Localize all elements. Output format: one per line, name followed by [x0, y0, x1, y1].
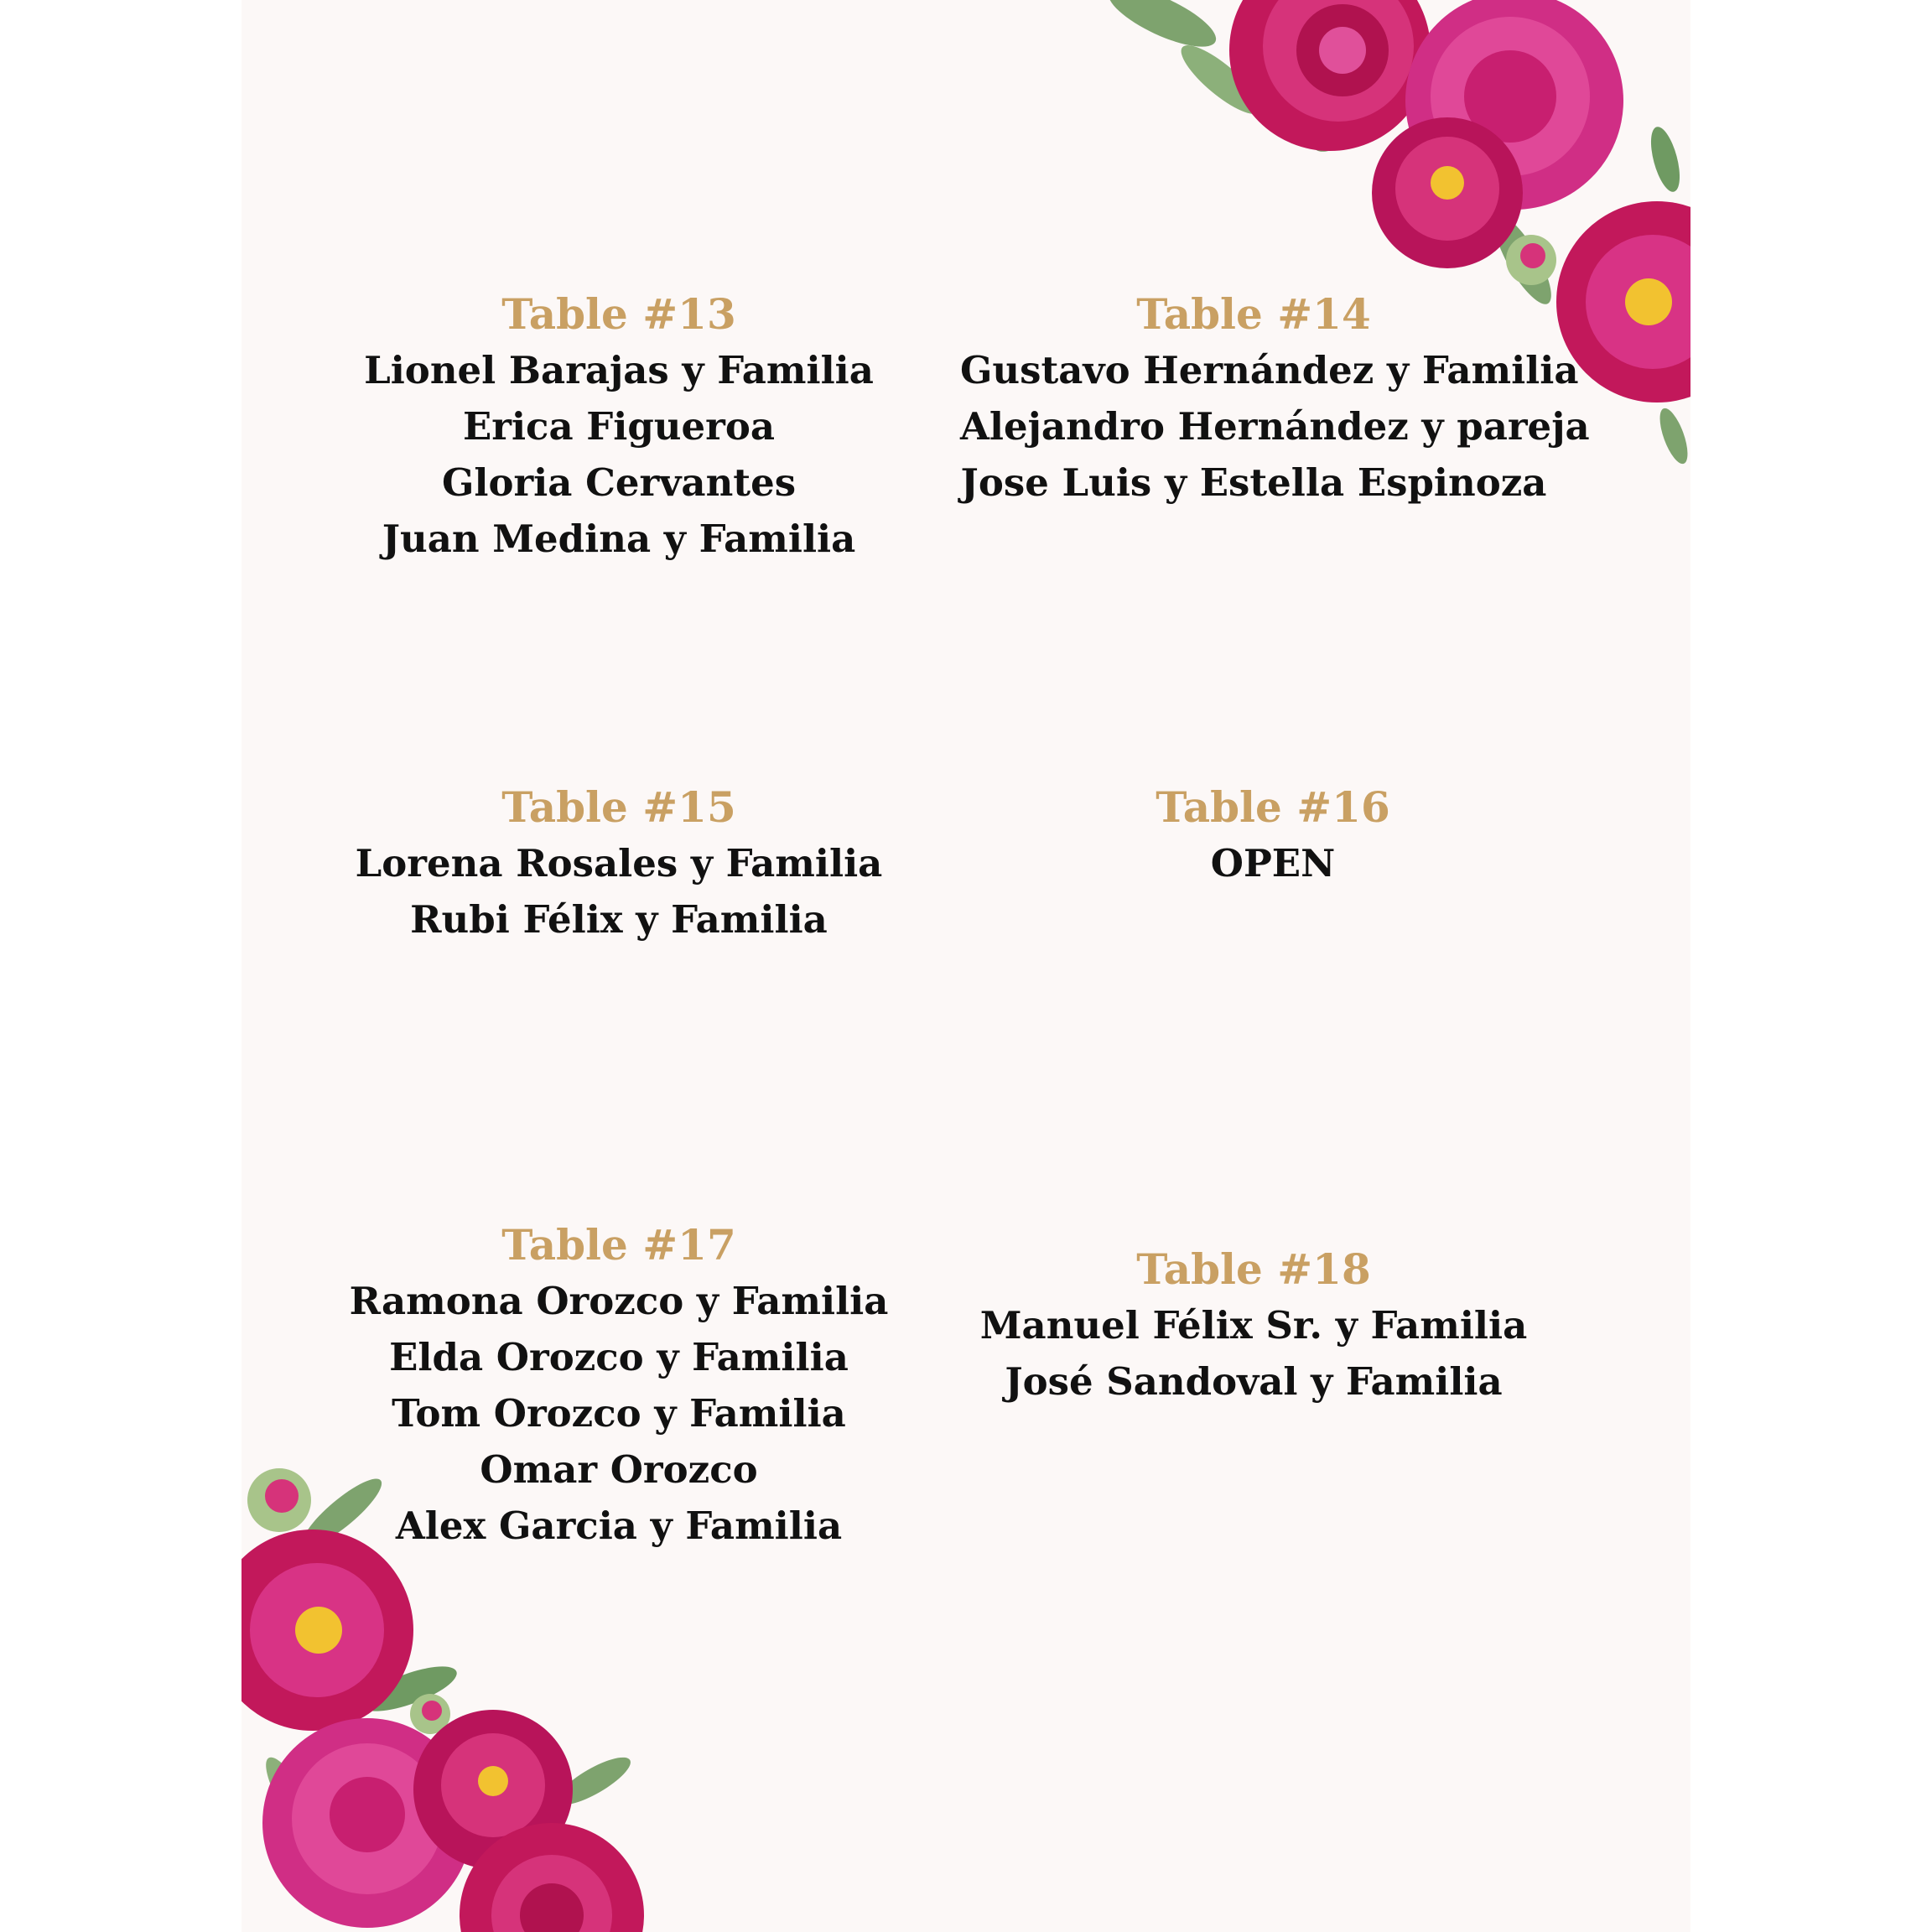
guest-name: Juan Medina y Familia: [382, 517, 856, 561]
table-17-block: [325, 1217, 912, 1554]
table-16-block: [979, 779, 1566, 891]
table-title: Table #15: [501, 782, 736, 832]
guest-name: Jose Luis y Estella Espinoza: [960, 460, 1547, 505]
guest-name: Lorena Rosales y Familia: [355, 841, 883, 886]
table-title: Table #18: [1136, 1244, 1371, 1294]
guest-name: Rubi Félix y Familia: [410, 897, 828, 942]
guest-name: Tom Orozco y Familia: [392, 1391, 846, 1436]
guest-name: Lionel Barajas y Familia: [364, 348, 874, 392]
guest-name: Ramona Orozco y Familia: [349, 1279, 889, 1323]
table-title: Table #14: [1136, 289, 1371, 339]
table-13-block: [325, 286, 912, 567]
peony-flower: [1229, 0, 1431, 151]
table-15-block: [325, 779, 912, 948]
peony-bud: [1506, 235, 1556, 285]
guest-name: José Sandoval y Familia: [1005, 1359, 1503, 1404]
table-title: Table #13: [501, 289, 736, 339]
guest-name: Erica Figueroa: [462, 404, 776, 449]
guest-name: Gloria Cervantes: [441, 460, 797, 505]
guest-name: Gustavo Hernández y Familia: [960, 348, 1579, 392]
guest-name: OPEN: [1210, 841, 1336, 886]
peony-bud: [247, 1468, 311, 1532]
guest-name: Manuel Félix Sr. y Familia: [979, 1303, 1528, 1348]
guest-name: Alex Garcia y Familia: [395, 1504, 843, 1548]
peony-flower: [1372, 117, 1523, 268]
table-title: Table #17: [501, 1220, 736, 1270]
guest-name: Elda Orozco y Familia: [389, 1335, 849, 1379]
guest-name: Omar Orozco: [480, 1447, 758, 1492]
seating-chart-page: [242, 0, 1690, 1932]
table-18-block: [960, 1241, 1547, 1410]
table-title: Table #16: [1156, 782, 1390, 832]
table-14-block: [960, 286, 1590, 511]
guest-name: Alejandro Hernández y pareja: [960, 404, 1590, 449]
